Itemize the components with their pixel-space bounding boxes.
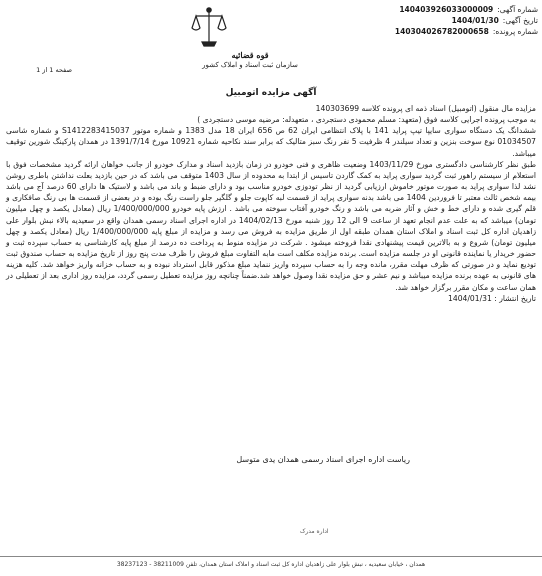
notice-meta [358, 4, 538, 37]
body-paragraph-3: ششدانگ یک دستگاه سواری سایپا تیپ پراید 141 با پلاک انتظامی ایران 62 ص 656 ایران 18 مدل 1383 و شماره موتور S1412283415037 و شماره شاسی 01034507 نوع سوخت بنزین و تعداد سیلندر 4 ظرفیت 5 نفر رنگ سبز متالیک که برابر سند نکاحیه شماره 10921 مورخ 1391/7/14 در همدان پارکینگ شورین توقیف میباشد. [6, 126, 537, 158]
body-paragraph-2: به موجب پرونده اجرایی کلاسه فوق (متعهد: مسلم محمودی دستجردی ، متعهدله: مرضیه موسی دستجردی ) [197, 115, 536, 125]
footer-address: همدان ، خیابان سعیدیه ، نبش بلوار علی زاهدیان اداره کل ثبت اسناد و املاک استان همدان، تلفن 38211009 - 38237123 [0, 556, 542, 571]
file-number-row [358, 26, 538, 37]
signature-line: ریاست اداره اجرای اسناد رسمی همدان یدی متوسل [236, 455, 410, 464]
notice-date-label: تاریخ آگهی: [502, 16, 538, 25]
notice-number-value: 140403926033000009 [399, 5, 494, 14]
body-paragraph-4: طبق نظر کارشناسی دادگستری مورخ 1403/11/29 وضعیت ظاهری و فنی خودرو در زمان بازدید اسناد و مدارک خودرو از جانب خواهان ارائه گردید مشخصات فوق با استعلام از سیستم راهور ثبت گردید سواری پراید به کمک گاردن تاسیس از ابتدا به محدوده از سال 1403 متوقف می باشد که در حین بازدید بعلت نداشتن باطری روشن نشد لذا سواری پراید به صورت موتور خاموش ارزیابی گردید از نظر تودوزی خودرو مناسب بود و دارای ضبط و باند می باشد و لاستیک ها دارای 60 درصد آج می باشد بیمه شخص ثالث معتبر تا فروردین 1404 می باشد بدنه سواری پراید از قسمت لبه کاپوت جلو و گلگیر جلو راست رنگ بوده و در بعضی از قسمت ها بی رنگ صافکاری و قلم گیری شده و دارای خط و خش و آثار ضربه می باشد و رنگ خودرو آفتاب سوخته می باشد . ارزش پایه خودرو 1/400/000/000 ریال (معادل یکصد و چهل میلیون تومان) میباشد که به علت عدم انجام تعهد از ساعت 9 الی 12 روز شنبه مورخ 1404/02/13 در اداره اجرای اسناد رسمی همدان واقع در سعیدیه بالاء نبش بلوار علی زاهدیان اداره کل ثبت اسناد و املاک استان همدان طبقه اول از طریق مزایده به فروش می رسد و مزایده از مبلغ پایه 1/400/000/000 ریال (معادل یکصد و چهل میلیون تومان) شروع و به بالاترین قیمت پیشنهادی نقدا فروخته میشود . شرکت در مزایده منوط به پرداخت ده درصد از مبلغ پایه کارشناسی به حساب سپرده ثبت و حضور خریدار یا نماینده قانونی او در جلسه مزایده است. برنده مزایده مکلف است مابه التفاوت مبلغ فروش را ظرف مدت پنج روز از تاریخ مزایده به حساب صندوق ثبت تودیع نماید و در صورتی که ظرف مهلت مقرر، مانده وجه را به حساب سپرده واریز ننماید مبلغ مذکور قابل استرداد نبوده و به حساب خزانه واریز خواهد شد. کلیه هزینه های قانونی به عهده برنده مزایده میباشد و نیم عشر و حق مزایده نقدا وصول خواهد شد.ضمناً چنانچه روز مزایده تعطیل رسمی گردد، مزایده روز اداری بعد از تعطیلی در همان ساعت و مکان مقرر برگزار خواهد شد. [6, 159, 537, 292]
page-title: آگهی مزایده اتومبیل [225, 88, 317, 98]
org-line-2: سازمان ثبت اسناد و املاک کشور [202, 61, 298, 69]
org-line-1: قوه قضائیه [231, 50, 269, 60]
file-number-label: شماره پرونده: [492, 27, 538, 36]
notice-number-row [358, 4, 538, 15]
publish-date: تاریخ انتشار : 1404/01/31 [448, 293, 536, 303]
office-stamp: اداره مدرک [300, 528, 329, 535]
notice-number-label: شماره آگهی: [497, 5, 538, 14]
judiciary-emblem-icon [188, 4, 230, 48]
file-number-value: 140304026782000658 [394, 27, 489, 36]
body-paragraph-1: مزایده مال منقول (اتومبیل) اسناد ذمه ای پرونده کلاسه 140303699 [315, 104, 536, 113]
organization-name [170, 50, 330, 70]
notice-date-row [358, 15, 538, 26]
page-number: صفحه 1 از 1 [36, 66, 72, 74]
notice-body [6, 103, 536, 304]
notice-date-value: 1404/01/30 [451, 16, 499, 25]
